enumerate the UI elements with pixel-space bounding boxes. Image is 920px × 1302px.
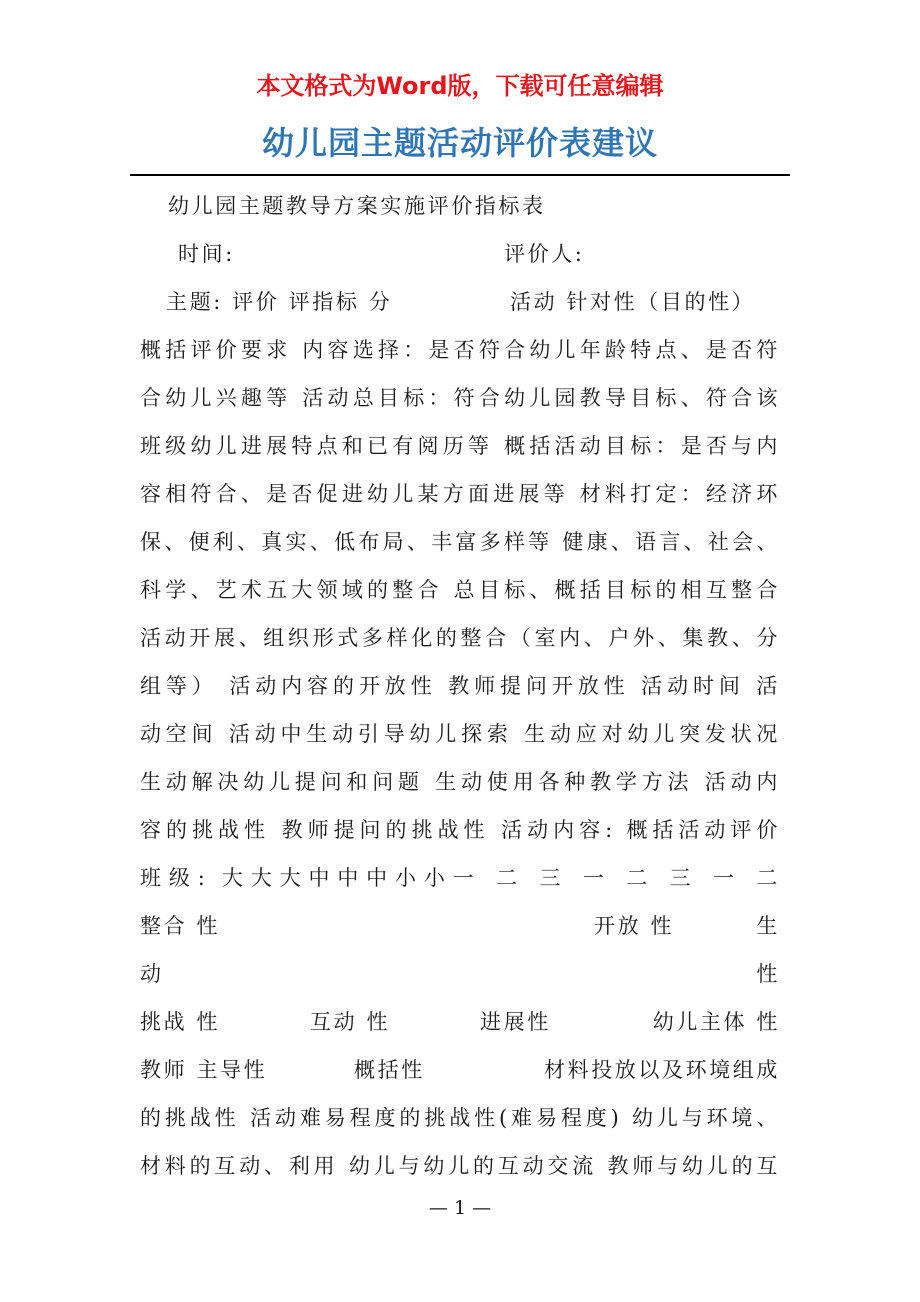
body-line: 合幼儿兴趣等 活动总目标：符合幼儿园教导目标、符合该 <box>140 386 780 410</box>
challenge-label: 挑战 性 <box>140 1010 221 1034</box>
body-line: 保、便利、真实、低布局、丰富多样等 健康、语言、社会、 <box>140 530 780 554</box>
teacher-row <box>140 1046 780 1094</box>
body-line: 容的挑战性 教师提问的挑战性 活动内容: 概括活动评价 <box>140 818 780 842</box>
table-subtitle: 幼儿园主题教导方案实施评价指标表 <box>168 194 546 218</box>
active-label-start: 生 <box>756 914 780 938</box>
time-label: 时间: <box>178 242 235 266</box>
teacher-lead-label: 教师 主导性 <box>140 1058 268 1082</box>
interaction-label: 互动 性 <box>310 1010 391 1034</box>
challenge-row <box>140 998 780 1046</box>
body-line: 概括评价要求 内容选择：是否符合幼儿年龄特点、是否符 <box>140 338 780 362</box>
body-line: 容相符合、是否促进幼儿某方面进展等 材料打定：经济环 <box>140 482 780 506</box>
theme-row-left: 主题: 评价 评指标 分 <box>166 290 393 314</box>
time-evaluator-row <box>140 230 780 278</box>
integration-row <box>140 902 780 950</box>
download-banner: 本文格式为Word版，下载可任意编辑 <box>256 72 664 100</box>
class-row: 班级: 大大大中中中小小一 二 三 一 二 三 一 二 <box>140 866 780 890</box>
specific-label: 概括性 <box>354 1058 425 1082</box>
body-line: 材料的互动、利用 幼儿与幼儿的互动交流 教师与幼儿的互 <box>140 1154 780 1178</box>
materials-label: 材料投放以及环境组成 <box>544 1058 780 1082</box>
active-row <box>140 950 780 998</box>
body-line: 科学、艺术五大领域的整合 总目标、概括目标的相互整合 <box>140 578 780 602</box>
title-divider <box>130 174 790 176</box>
active-label-mid: 动 <box>140 962 164 986</box>
development-label: 进展性 <box>480 1010 551 1034</box>
document-title: 幼儿园主题活动评价表建议 <box>261 124 658 162</box>
child-subject-label: 幼儿主体 性 <box>652 1010 780 1034</box>
theme-row <box>140 278 780 326</box>
integration-label: 整合 性 <box>140 914 221 938</box>
body-line: 活动开展、组织形式多样化的整合（室内、户外、集教、分 <box>140 626 780 650</box>
active-label-end: 性 <box>756 962 780 986</box>
page-number: — 1 — <box>428 1197 492 1219</box>
theme-row-right: 活动 针对性（目的性） <box>510 290 756 314</box>
body-line: 组等） 活动内容的开放性 教师提问开放性 活动时间 活 <box>140 674 780 698</box>
openness-label: 开放 性 <box>594 914 675 938</box>
body-line: 动空间 活动中生动引导幼儿探索 生动应对幼儿突发状况 <box>140 722 780 746</box>
body-line: 班级幼儿进展特点和已有阅历等 概括活动目标：是否与内 <box>140 434 780 458</box>
body-line: 生动解决幼儿提问和问题 生动使用各种教学方法 活动内 <box>140 770 780 794</box>
body-line: 的挑战性 活动难易程度的挑战性(难易程度) 幼儿与环境、 <box>140 1106 780 1130</box>
evaluator-label: 评价人: <box>504 242 585 266</box>
